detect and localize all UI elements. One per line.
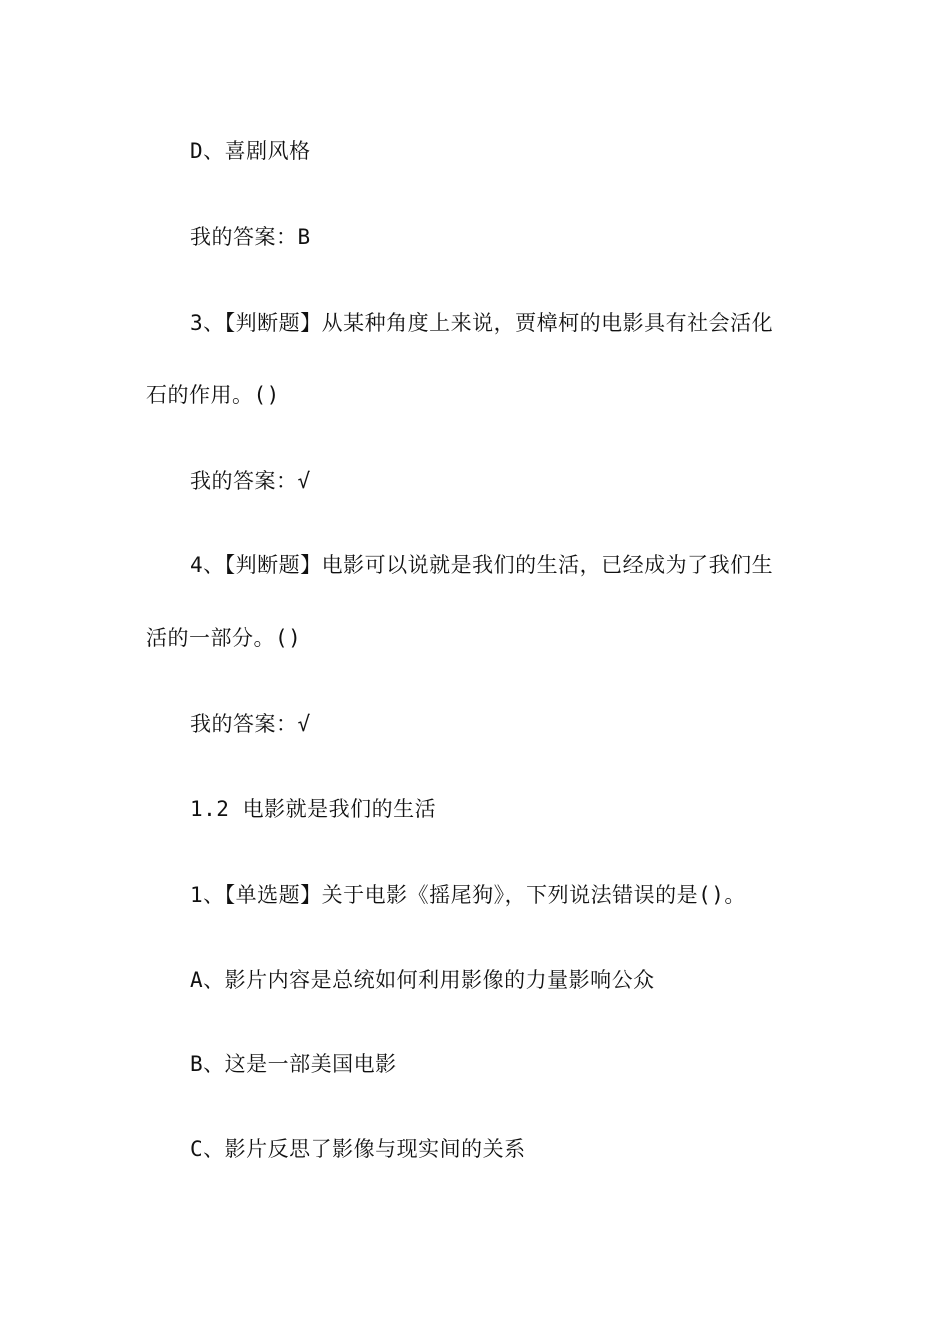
- question-4-text-continued: 活的一部分。(): [146, 626, 302, 650]
- question-3-text: 3、【判断题】从某种角度上来说，贾樟柯的电影具有社会活化: [190, 311, 774, 335]
- option-a: A、影片内容是总统如何利用影像的力量影响公众: [190, 968, 655, 992]
- my-answer-label: 我的答案：√: [190, 469, 311, 493]
- question-1-text: 1、【单选题】关于电影《摇尾狗》，下列说法错误的是()。: [190, 883, 746, 907]
- question-3-text-continued: 石的作用。(): [146, 383, 280, 407]
- question-4-text: 4、【判断题】电影可以说就是我们的生活，已经成为了我们生: [190, 553, 774, 577]
- option-b: B、这是一部美国电影: [190, 1052, 397, 1076]
- my-answer-label: 我的答案：B: [190, 225, 311, 249]
- option-c: C、影片反思了影像与现实间的关系: [190, 1137, 526, 1161]
- section-heading: 1.2 电影就是我们的生活: [190, 797, 437, 821]
- option-d: D、喜剧风格: [190, 139, 311, 163]
- my-answer-label: 我的答案：√: [190, 712, 311, 736]
